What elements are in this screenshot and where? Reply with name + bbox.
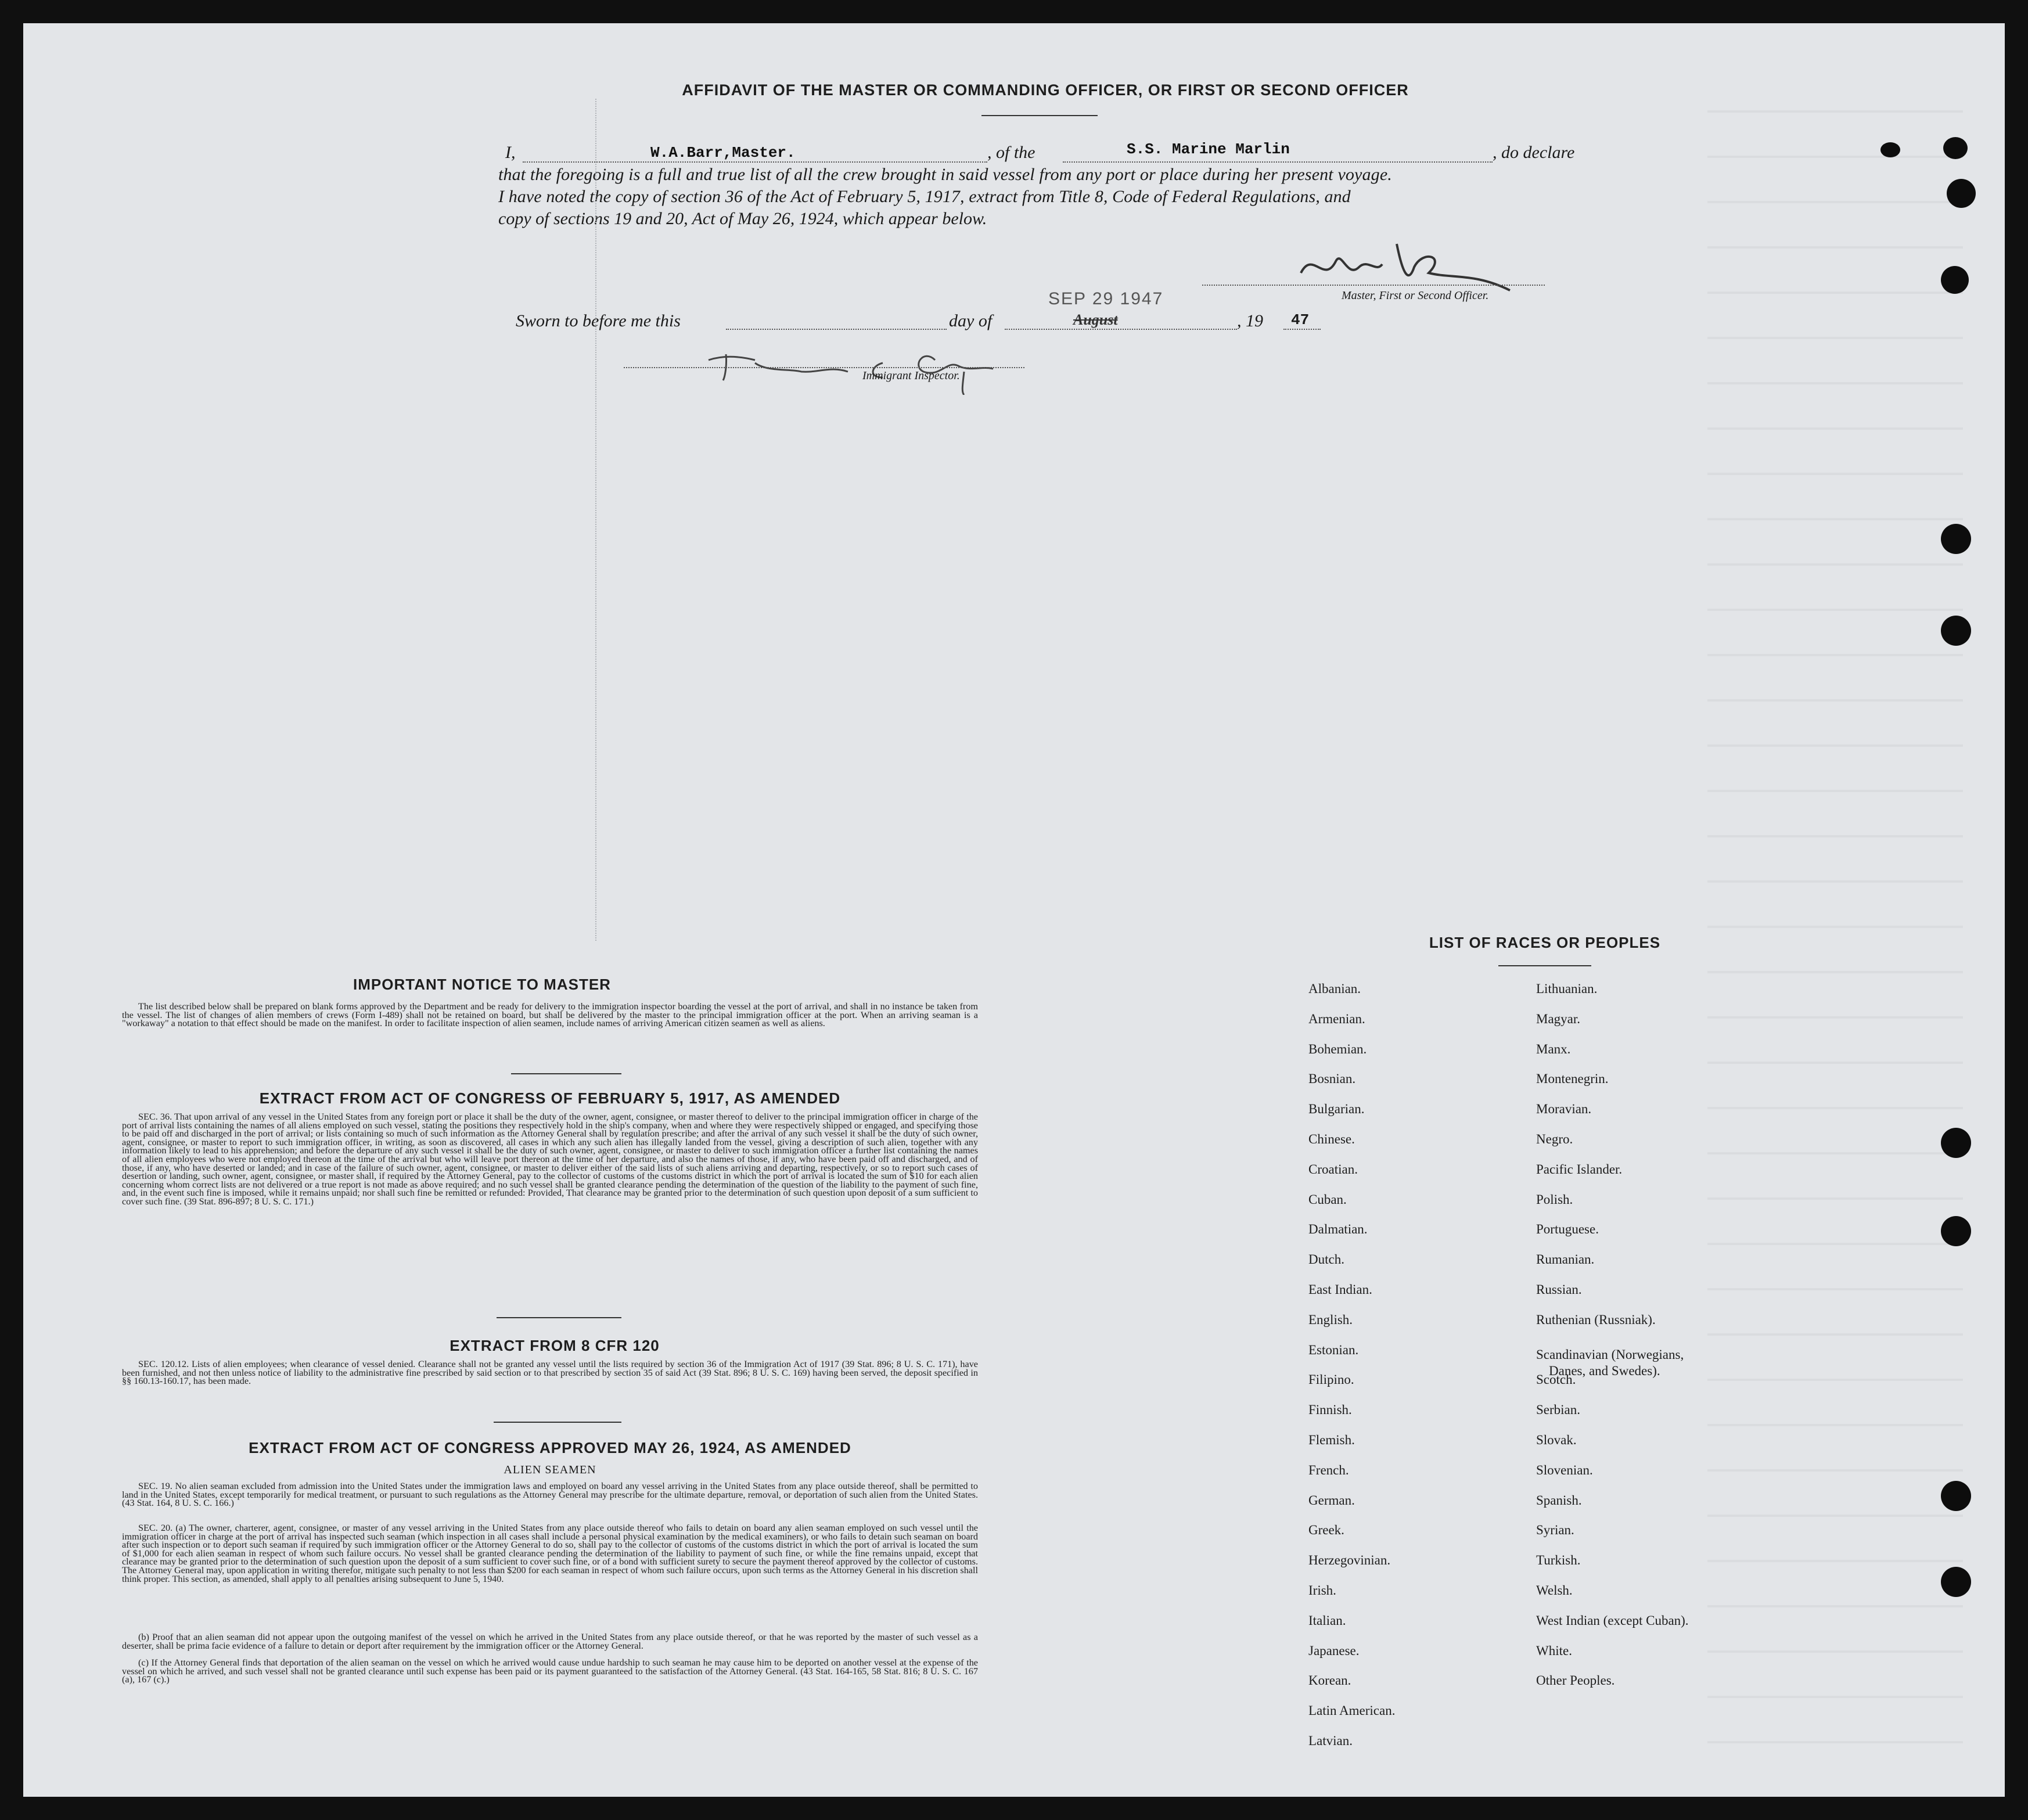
extract-1917-body: SEC. 36. That upon arrival of any vessel in the United States from any foreign port or place it shall be the duty of the owner, agent, consignee, or master thereof to deliver to the principal immigration officer in charge of the port of arrival lists containing the names of all aliens employed on such vessel, stating the positions they respectively hold in the ship's company, when and where they were respectively shipped or engaged, and specifying those to be paid off and discharged in the port of arrival; or lists containing so much of such information as the Attorney General shall by regulation prescribe; and after the arrival of any such vessel it shall be the duty of such owner, agent, consignee, or master to report to such immigration officer, in writing, as soon as discovered, all cases in which any such alien has illegally landed from the vessel, giving a description of such alien, together with any information likely to lead to his apprehension; and before the departure of any such vessel it shall be the duty of such owner, agent, consignee, or master to deliver to such immigration officer a further list containing the names of all alien employees who were not employed thereon at the time of the arrival but who will leave port thereon at the time of her departure, and also the names of those, if any, who have been paid off and discharged, and of those, if any, who have deserted or landed; and in case of the failure of such owner, agent, consignee, or master to deliver either of the said lists of such aliens arriving and departing, respectively, or so to report such cases of desertion or landing, such owner, agent, consignee, or master shall, if required by the Attorney General, pay to the collector of customs of the customs district in which the port of arrival is located the sum of $10 for each alien concerning whom correct lists are not delivered or a true report is not made as above required; and no such vessel shall be granted clearance pending the determination of the question of the liability to the payment of such fine, and, in the event such fine is imposed, while it remains unpaid; nor shall such fine be remitted or refunded: Provided, That clearance may be granted prior to the determination of such question upon deposit of a sum sufficient to cover such fine. (39 Stat. 896-897; 8 U. S. C. 171.) (122, 1112, 978, 1207)
sec-20b-body: (b) Proof that an alien seaman did not appear upon the outgoing manifest of the vessel on which he arrived in the United States from any place outside thereof, or that he was reported by the master of such vessel as a deserter, shall be prima facie evidence of a failure to detain or deport after requirement by the immigration officer or the Attorney General. (122, 1632, 978, 1651)
punch-hole (1943, 137, 1968, 159)
race-item: Spanish. (1536, 1492, 1582, 1508)
race-item: Croatian. (1308, 1161, 1358, 1177)
race-item: Albanian. (1308, 981, 1361, 996)
race-item: Flemish. (1308, 1433, 1355, 1447)
document-page (23, 23, 2005, 1797)
alien-seamen-subtitle: ALIEN SEAMEN (504, 1463, 596, 1476)
race-item: Italian. (1308, 1613, 1346, 1628)
punch-hole (1941, 1128, 1971, 1158)
punch-hole (1941, 266, 1969, 294)
inspector-signature-line (624, 367, 1024, 368)
do-declare-text: , do declare (1493, 143, 1575, 162)
race-item: Moravian. (1536, 1102, 1592, 1117)
affidavit-line-3: I have noted the copy of section 36 of the Act of February 5, 1917, extract from Title 8, Code of Federal Regulations, and (498, 187, 1351, 206)
inspector-caption: Immigrant Inspector. (862, 369, 960, 382)
race-item: Syrian. (1536, 1523, 1574, 1538)
race-item: Irish. (1308, 1583, 1336, 1598)
punch-hole (1880, 142, 1900, 157)
race-item: Welsh. (1536, 1583, 1573, 1598)
punch-hole (1941, 1481, 1971, 1511)
race-item: Ruthenian (Russniak). (1536, 1312, 1656, 1327)
punch-hole (1947, 179, 1976, 208)
punch-hole (1941, 616, 1971, 646)
race-item: Pacific Islander. (1536, 1161, 1623, 1177)
race-item: Estonian. (1308, 1342, 1359, 1357)
vessel-line (1063, 161, 1493, 163)
race-item: White. (1536, 1643, 1572, 1658)
extract-cfr-body: SEC. 120.12. Lists of alien employees; when clearance of vessel denied. Clearance shall not be granted any vessel until the lists required by section 36 of the Immigration Act of 1917 (39 Stat. 896; 8 U. S. C. 171), have been furnished, and not then unless notice of liability to the administrative fine prescribed by said section or to that prescribed by section 35 of said Act (39 Stat. 896; 8 U. S. C. 169) having been served, the deposit specified in §§ 160.13-160.17, has been made. (122, 1359, 978, 1387)
affidavit-line-4: copy of sections 19 and 20, Act of May 26, 1924, which appear below. (498, 209, 987, 228)
races-title-rule (1498, 965, 1591, 966)
race-item: Herzegovinian. (1308, 1553, 1391, 1568)
sec-20c-body: (c) If the Attorney General finds that deportation of the alien seaman on the vessel on which he arrived would cause undue hardship to such seaman he may cause him to be deported on another vessel at the expense of the vessel on which he arrived, and such vessel shall not be granted clearance until such expense has been paid or its payment guaranteed to the satisfaction of the Attorney General. (43 Stat. 164-165, 58 Stat. 816; 8 U. S. C. 167 (a), 167 (c).) (122, 1657, 978, 1685)
bleed-through-area (1707, 70, 1963, 1754)
sec-20c-text (122, 1659, 978, 1684)
race-item: West Indian (except Cuban). (1536, 1613, 1689, 1628)
year-prefix: , 19 (1237, 311, 1263, 330)
master-signature-line (1202, 285, 1545, 286)
punch-hole (1941, 1567, 1971, 1597)
race-item: Cuban. (1308, 1192, 1347, 1207)
sec-20a-text (122, 1524, 978, 1583)
race-item: Slovenian. (1536, 1462, 1593, 1477)
year-suffix: 47 (1291, 311, 1310, 329)
title-rule (981, 115, 1098, 116)
extract-cfr-rule (494, 1422, 621, 1423)
race-item: Finnish. (1308, 1402, 1352, 1418)
race-item: Rumanian. (1536, 1252, 1595, 1267)
race-item: Danes, and Swedes). (1549, 1363, 1660, 1378)
extract-1917-rule (497, 1317, 621, 1318)
race-item: Magyar. (1536, 1011, 1581, 1026)
master-caption: Master, First or Second Officer. (1342, 289, 1489, 302)
notice-rule (511, 1073, 621, 1074)
notice-text (122, 1002, 978, 1028)
race-item: Polish. (1536, 1192, 1573, 1207)
race-item: Latvian. (1308, 1733, 1353, 1748)
sworn-day-line (726, 329, 947, 330)
sec-19-text (122, 1482, 978, 1508)
race-item: East Indian. (1308, 1282, 1372, 1297)
races-title: LIST OF RACES OR PEOPLES (1429, 934, 1661, 951)
extract-cfr-title: EXTRACT FROM 8 CFR 120 (450, 1337, 660, 1354)
month-line (1005, 329, 1237, 330)
race-item: Bulgarian. (1308, 1102, 1365, 1117)
punch-hole (1941, 524, 1971, 554)
race-item: Latin American. (1308, 1703, 1396, 1718)
extract-1917-text (122, 1113, 978, 1206)
race-item: Montenegrin. (1536, 1071, 1609, 1087)
race-item: Greek. (1308, 1523, 1344, 1538)
month: August (1073, 311, 1118, 328)
notice-text-body: The list described below shall be prepared on blank forms approved by the Department and be ready for delivery to the immigration inspector boarding the vessel at the port of arrival, and shall in no instance be taken from the vessel. The list of changes of alien members of crews (Form I-489) shall not be retained on board, but shall be delivered by the master to the principal immigration officer at the port. When an arriving seaman is a "workaway" a notation to that effect should be made on the manifest. In order to facilitate inspection of alien seamen, include names of arriving American citizen seamen as well as aliens. (122, 1001, 978, 1029)
sworn-text: Sworn to before me this (516, 311, 681, 330)
race-item: Chinese. (1308, 1132, 1355, 1146)
affidavit-i: I, (505, 143, 516, 162)
master-name: W.A.Barr,Master. (650, 144, 796, 161)
race-item: Filipino. (1308, 1372, 1354, 1387)
race-item: Portuguese. (1536, 1222, 1599, 1237)
sec-20b-text (122, 1633, 978, 1650)
race-item: Bosnian. (1308, 1071, 1356, 1087)
race-item: Lithuanian. (1536, 981, 1598, 996)
race-item: Dalmatian. (1308, 1222, 1368, 1237)
year-line (1283, 329, 1321, 330)
extract-cfr-text (122, 1360, 978, 1386)
race-item: Scandinavian (Norwegians, (1536, 1347, 1684, 1362)
race-item: Korean. (1308, 1673, 1351, 1688)
race-item: French. (1308, 1462, 1349, 1477)
vertical-guide (595, 99, 596, 941)
race-item: Other Peoples. (1536, 1673, 1615, 1688)
race-item: Scotch. (1536, 1372, 1576, 1387)
race-item: Armenian. (1308, 1011, 1365, 1026)
master-signature (1278, 232, 1522, 296)
race-item: Serbian. (1536, 1402, 1581, 1418)
race-item: Negro. (1536, 1132, 1573, 1146)
punch-hole (1941, 1216, 1971, 1246)
race-item: Bohemian. (1308, 1041, 1367, 1056)
sec-20a-body: SEC. 20. (a) The owner, charterer, agent, consignee, or master of any vessel arriving in the United States from any place outside thereof who fails to detain on board any alien seaman employed on such vessel until the immigration officer in charge at the port of arrival has inspected such seaman (which inspection in all cases shall include a personal physical examination by the medical examiners), or who fails to detain such seaman on board after such inspection or to deport such seaman if required by such immigration officer or the Attorney General to do so, shall pay to the collector of customs of the customs district in which the port of arrival is located the sum of $1,000 for each alien seaman in respect of whom such failure occurs. No vessel shall be granted clearance pending the determination of the liability to payment of such fine, or while the fine remains unpaid, except that clearance may be granted prior to the determination of such question upon the deposit of a sum sufficient to cover such fine, or of a bond with sufficient surety to secure the payment thereof approved by the collector of customs. The Attorney General may, upon application in writing therefor, mitigate such penalty to not less than $200 for each seaman in respect of whom such failure occurs, upon such terms as the Attorney General in his discretion shall think proper. This section, as amended, shall apply to all penalties arising subsequent to June 5, 1940. (122, 1523, 978, 1584)
affidavit-line-2: that the foregoing is a full and true list of all the crew brought in said vessel from any port or place during her present voyage. (498, 165, 1392, 184)
extract-1917-title: EXTRACT FROM ACT OF CONGRESS OF FEBRUARY 5, 1917, AS AMENDED (259, 1089, 841, 1107)
race-item: Russian. (1536, 1282, 1582, 1297)
affidavit-title: AFFIDAVIT OF THE MASTER OR COMMANDING OFFICER, OR FIRST OR SECOND OFFICER (682, 81, 1409, 99)
inspector-signature (691, 337, 1016, 395)
vessel-name: S.S. Marine Marlin (1127, 141, 1290, 158)
day-of-text: day of (949, 311, 993, 330)
race-item: Dutch. (1308, 1252, 1344, 1267)
race-item: Turkish. (1536, 1553, 1581, 1568)
of-the-text: , of the (987, 143, 1035, 162)
race-item: Slovak. (1536, 1433, 1577, 1447)
race-item: Japanese. (1308, 1643, 1360, 1658)
race-item: English. (1308, 1312, 1353, 1327)
race-item: German. (1308, 1492, 1355, 1508)
race-item: Manx. (1536, 1041, 1571, 1056)
extract-1924-title: EXTRACT FROM ACT OF CONGRESS APPROVED MAY 26, 1924, AS AMENDED (249, 1439, 851, 1456)
master-name-line (523, 161, 987, 163)
notice-title: IMPORTANT NOTICE TO MASTER (353, 976, 611, 993)
date-stamp: SEP 29 1947 (1048, 289, 1164, 308)
sec-19-body: SEC. 19. No alien seaman excluded from admission into the United States under the immigration laws and employed on board any vessel arriving in the United States from any place outside thereof, shall be permitted to land in the United States, except temporarily for medical treatment, or pursuant to such regulations as the Attorney General may prescribe for the ultimate departure, removal, or deportation of such alien from the United States. (43 Stat. 164, 8 U. S. C. 166.) (122, 1481, 978, 1509)
